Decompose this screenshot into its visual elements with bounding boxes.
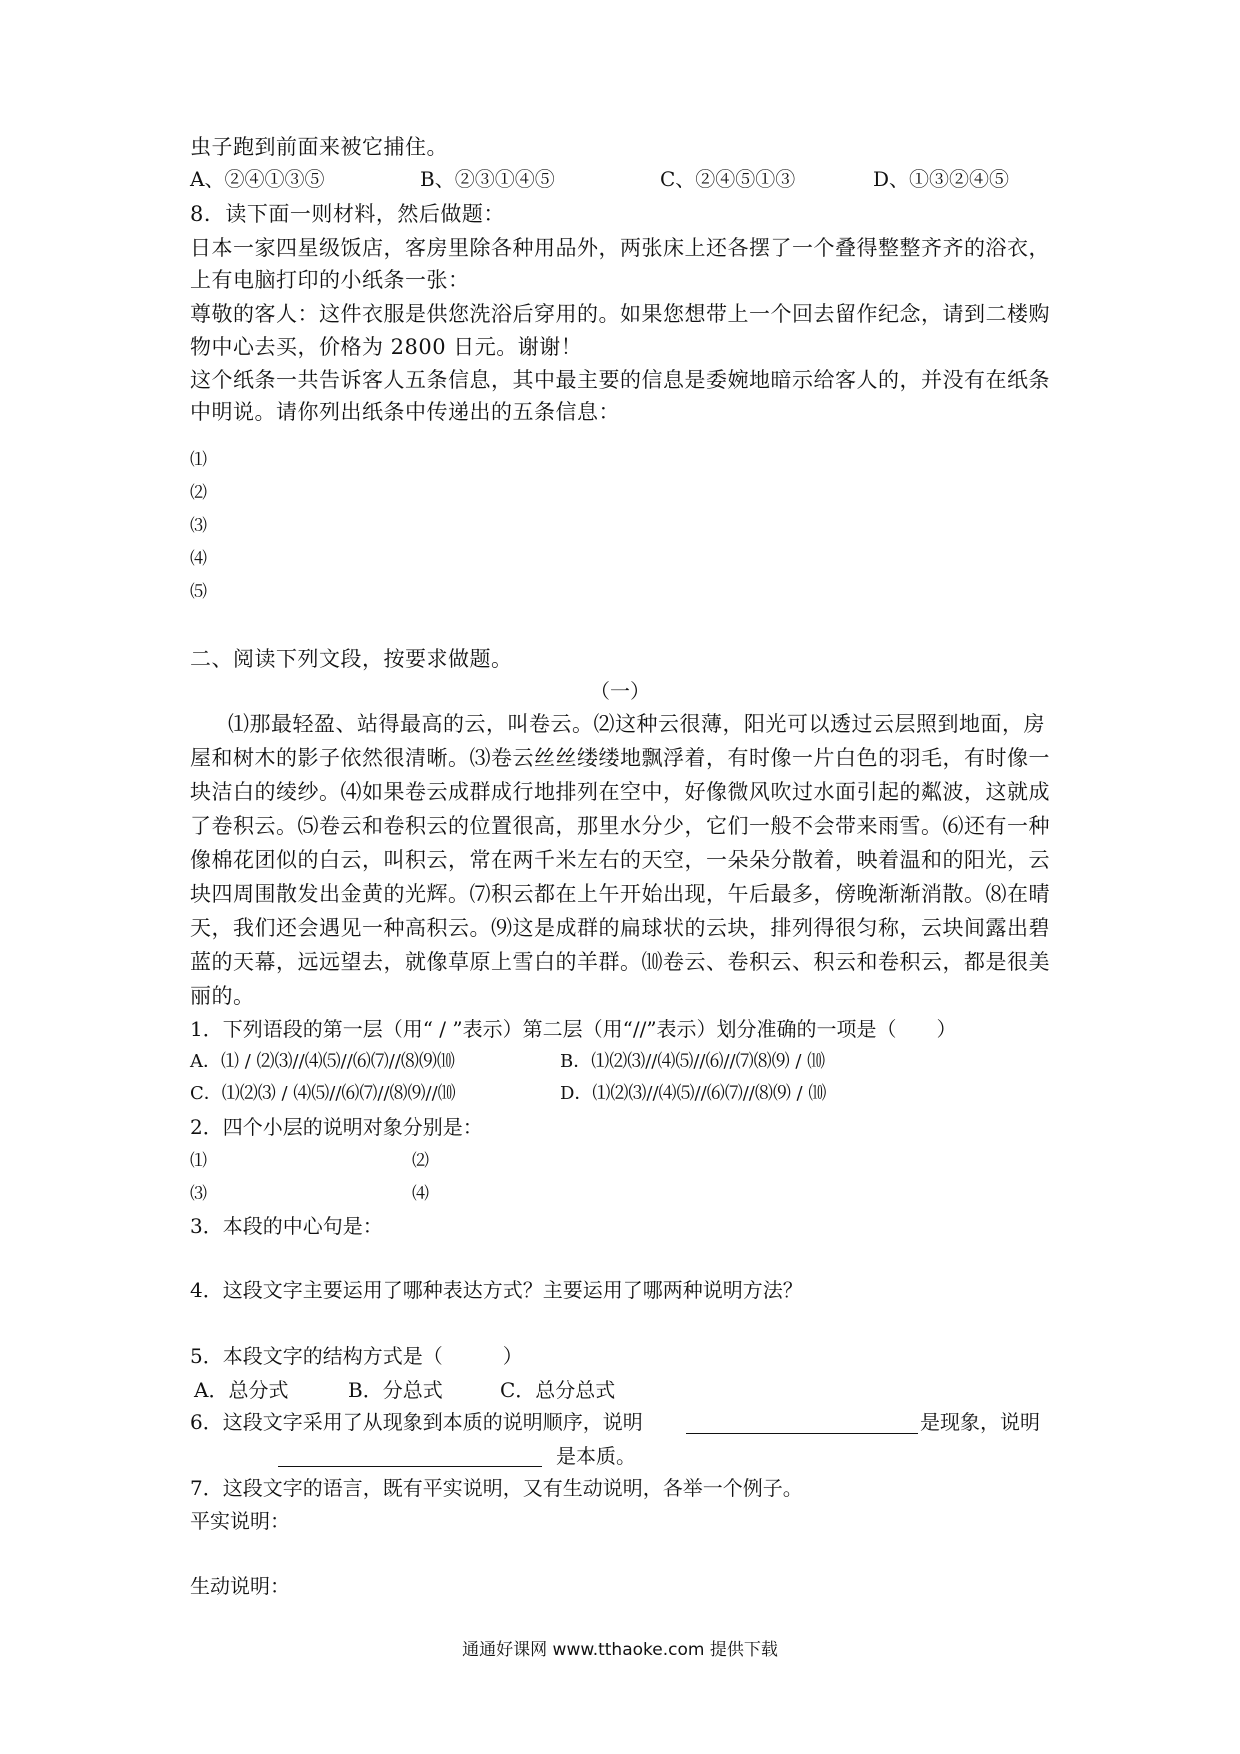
q5-option-b: B．分总式: [348, 1378, 443, 1402]
q6-answer-blank-1[interactable]: [686, 1409, 918, 1434]
q7-plain-label: 平实说明：: [190, 1509, 290, 1533]
q8-line: 中明说。请你列出纸条中传递出的五条信息：: [190, 400, 620, 424]
section2-subtitle: （一）: [590, 679, 650, 703]
q2-item-4: ⑷: [412, 1184, 429, 1204]
q1-option-a: A．⑴ / ⑵⑶//⑷⑸//⑹⑺//⑻⑼⑽: [190, 1051, 455, 1072]
passage-line: 像棉花团似的白云，叫积云，常在两千米左右的天空，一朵朵分散着，映着温和的阳光，云: [190, 848, 1050, 872]
passage-line: 丽的。: [190, 984, 255, 1008]
q8-item-2: ⑵: [190, 483, 207, 503]
passage-line: 蓝的天幕，远远望去，就像草原上雪白的羊群。⑽卷云、卷积云、积云和卷积云，都是很美: [190, 950, 1050, 974]
passage-line: 天，我们还会遇见一种高积云。⑼这是成群的扁球状的云块，排列得很匀称，云块间露出碧: [190, 916, 1050, 940]
q8-item-1: ⑴: [190, 450, 207, 470]
section2-title: 二、阅读下列文段，按要求做题。: [190, 647, 513, 671]
question-4: 4．这段文字主要运用了哪种表达方式？主要运用了哪两种说明方法？: [190, 1278, 803, 1302]
question-6-part1: 6．这段文字采用了从现象到本质的说明顺序，说明: [190, 1410, 643, 1434]
q5-option-c: C．总分总式: [500, 1378, 616, 1402]
q8-line: 日本一家四星级饭店，客房里除各种用品外，两张床上还各摆了一个叠得整整齐齐的浴衣，: [190, 236, 1050, 260]
question-2: 2．四个小层的说明对象分别是：: [190, 1115, 483, 1139]
question-3: 3．本段的中心句是：: [190, 1214, 383, 1238]
q2-item-2: ⑵: [412, 1151, 429, 1171]
passage-line: ⑴那最轻盈、站得最高的云，叫卷云。⑵这种云很薄，阳光可以透过云层照到地面，房: [228, 712, 1045, 736]
q8-item-5: ⑸: [190, 582, 207, 602]
q8-item-3: ⑶: [190, 516, 207, 536]
q6-answer-blank-2[interactable]: [278, 1442, 542, 1467]
passage-line: 屋和树木的影子依然很清晰。⑶卷云丝丝缕缕地飘浮着，有时像一片白色的羽毛，有时像一: [190, 746, 1050, 770]
question-5: 5．本段文字的结构方式是（ ）: [190, 1344, 523, 1368]
passage-line: 块洁白的绫纱。⑷如果卷云成群成行地排列在空中，好像微风吹过水面引起的粼波，这就成: [190, 780, 1050, 804]
q7-option-a: A、②④①③⑤: [190, 167, 325, 191]
q8-line: 尊敬的客人：这件衣服是供您洗浴后穿用的。如果您想带上一个回去留作纪念，请到二楼购: [190, 302, 1050, 326]
question-6-part3: 是本质。: [556, 1444, 636, 1468]
q8-line: 上有电脑打印的小纸条一张：: [190, 268, 470, 292]
q8-item-4: ⑷: [190, 549, 207, 569]
q5-option-a: A．总分式: [194, 1378, 289, 1402]
question-7: 7．这段文字的语言，既有平实说明，又有生动说明，各举一个例子。: [190, 1476, 803, 1500]
q7-option-b: B、②③①④⑤: [420, 167, 555, 191]
q2-item-1: ⑴: [190, 1151, 207, 1171]
q1-option-b: B．⑴⑵⑶//⑷⑸//⑹//⑺⑻⑼ / ⑽: [560, 1051, 826, 1072]
q7-vivid-label: 生动说明：: [190, 1574, 290, 1598]
q1-option-d: D．⑴⑵⑶//⑷⑸//⑹⑺//⑻⑼ / ⑽: [560, 1083, 827, 1104]
q7-tail-text: 虫子跑到前面来被它捕住。: [190, 135, 448, 159]
q7-option-c: C、②④⑤①③: [660, 167, 796, 191]
passage-line: 块四周围散发出金黄的光辉。⑺积云都在上午开始出现，午后最多，傍晚渐渐消散。⑻在晴: [190, 882, 1050, 906]
q8-line: 物中心去买，价格为 2800 日元。谢谢！: [190, 335, 583, 359]
question-1: 1．下列语段的第一层（用“ / ”表示）第二层（用“//”表示）划分准确的一项是（ ）: [190, 1017, 957, 1041]
passage-line: 了卷积云。⑸卷云和卷积云的位置很高，那里水分少，它们一般不会带来雨雪。⑹还有一种: [190, 814, 1050, 838]
q2-item-3: ⑶: [190, 1184, 207, 1204]
q7-option-d: D、①③②④⑤: [873, 167, 1010, 191]
question-6-part2: 是现象，说明: [920, 1410, 1040, 1434]
q8-title: 8．读下面一则材料，然后做题：: [190, 202, 505, 226]
page-footer: 通通好课网 www.tthaoke.com 提供下载: [462, 1640, 778, 1660]
q1-option-c: C．⑴⑵⑶ / ⑷⑸//⑹⑺//⑻⑼//⑽: [190, 1083, 456, 1104]
q8-line: 这个纸条一共告诉客人五条信息，其中最主要的信息是委婉地暗示给客人的，并没有在纸条: [190, 368, 1050, 392]
